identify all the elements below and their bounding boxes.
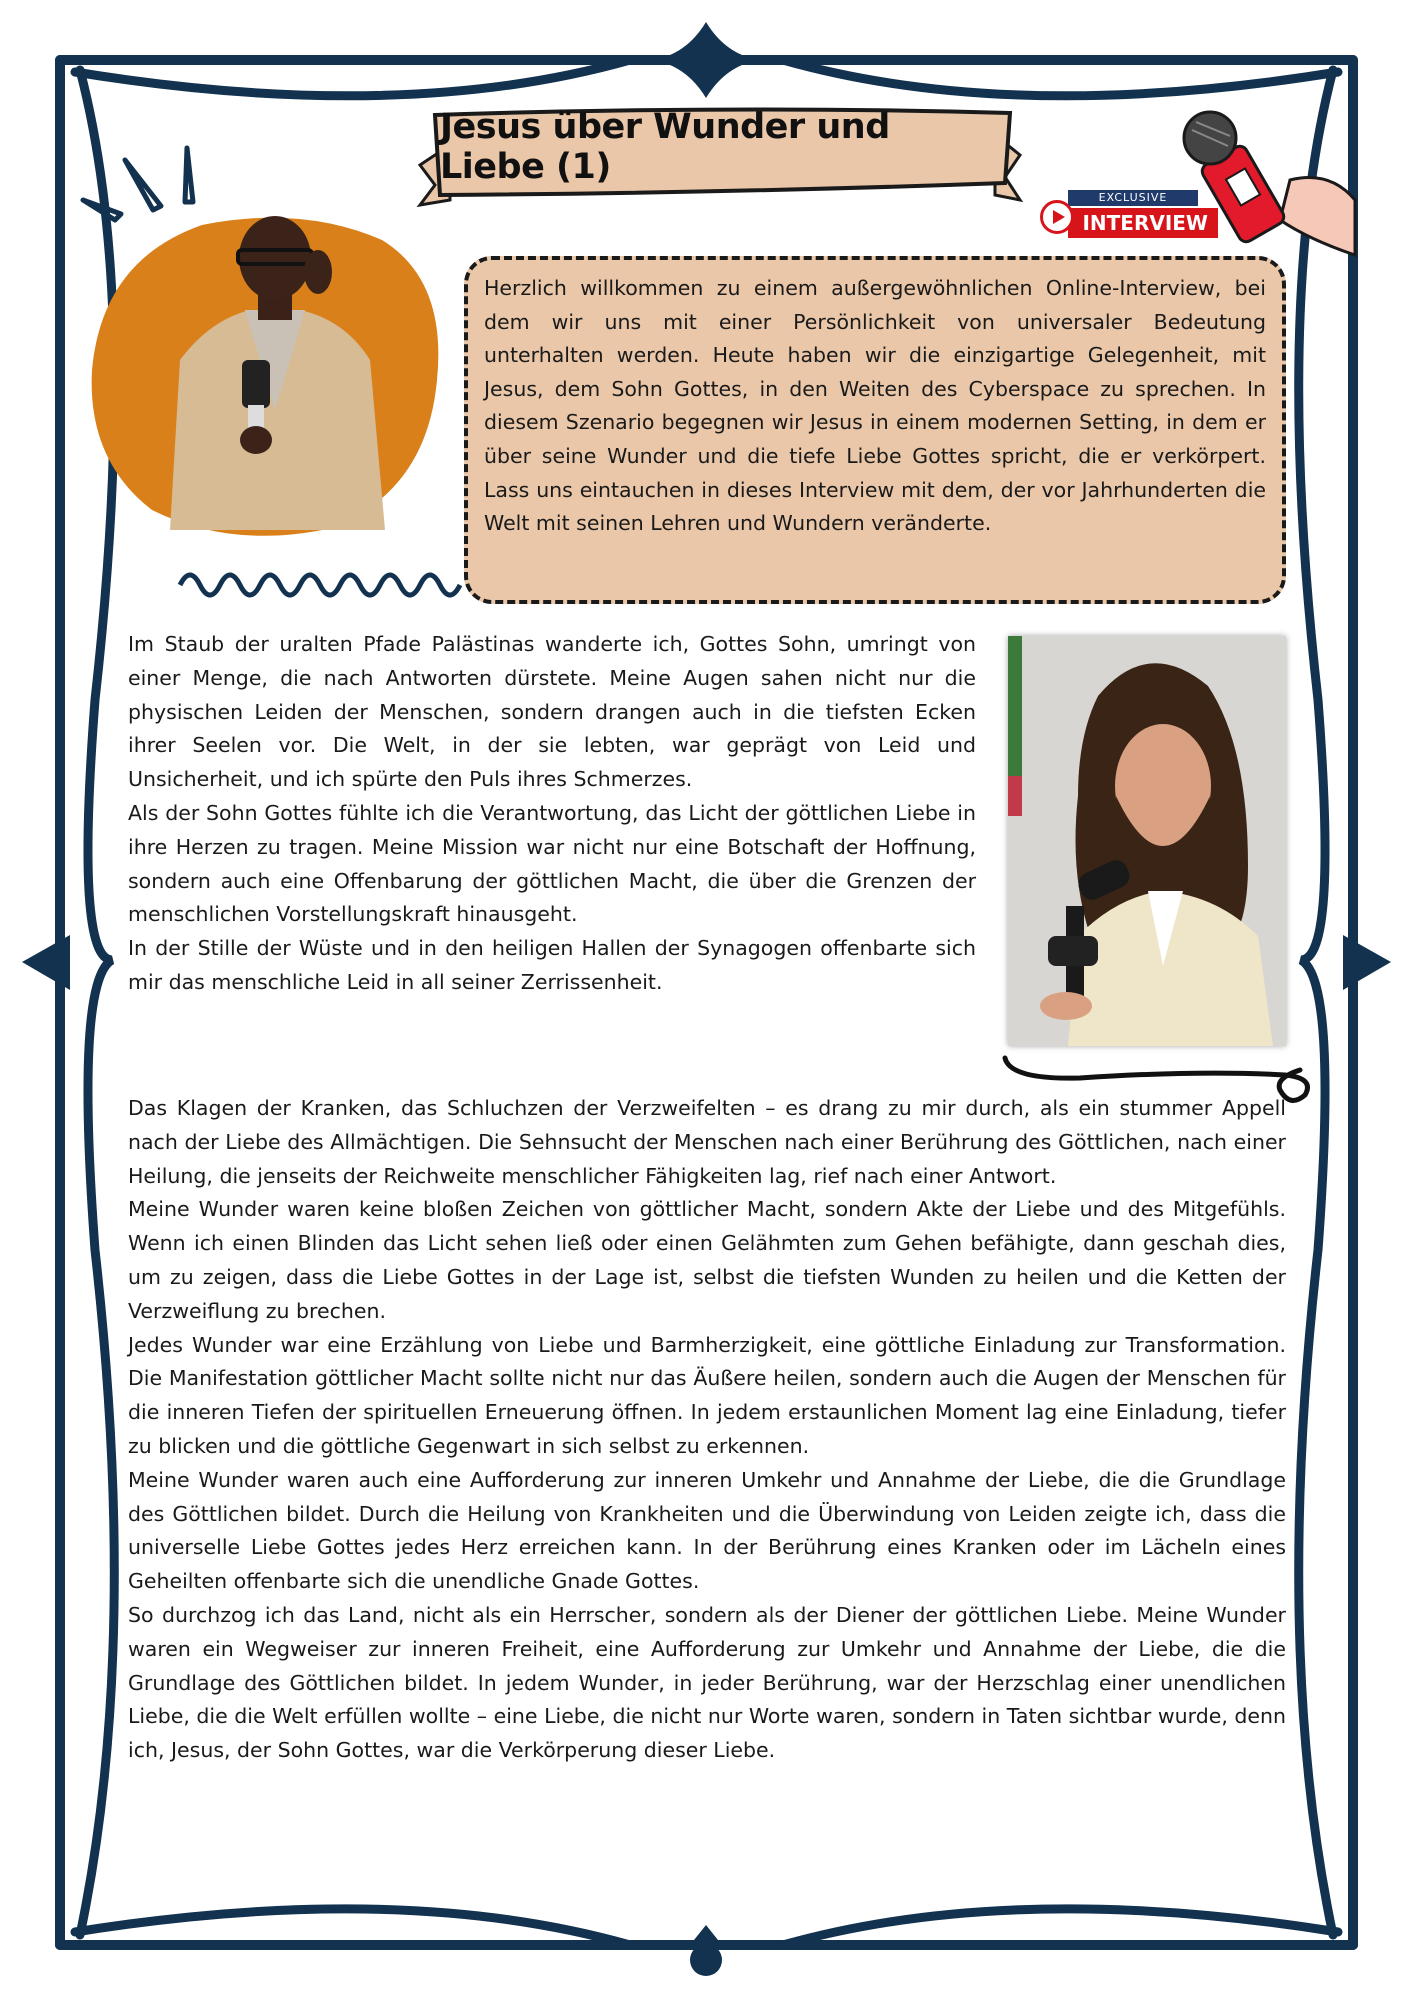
zigzag-icon <box>175 560 465 600</box>
paragraph: Jedes Wunder war eine Erzählung von Liebe und Barmherzigkeit, eine göttliche Einladung zur Transformation. Die Manifestation göttlicher Macht sollte nicht nur das Äußere heilen, sondern auch die Augen der Menschen für die inneren Tiefen der spirituellen Erneuerung öffnen. In jedem erstaunlichen Moment lag eine Einladung, tiefer zu blicken und die göttliche Gegenwart in sich selbst zu erkennen. <box>128 1332 1286 1458</box>
play-icon <box>1040 200 1074 234</box>
intro-box <box>464 256 1286 604</box>
paragraph: Das Klagen der Kranken, das Schluchzen der Verzweifelten – es drang zu mir durch, als ein stummer Appell nach der Liebe des Allmächtigen. Die Sehnsucht der Menschen nach einer Berührung des Göttlichen, nach einer Heilung, die jenseits der Reichweite menschlicher Fähigkeiten lag, rief nach einer Antwort. <box>128 1096 1286 1188</box>
paragraph: So durchzog ich das Land, nicht als ein Herrscher, sondern als der Diener der göttlichen Liebe. Meine Wunder waren ein Wegweiser zur inneren Freiheit, eine Aufforderung zur Umkehr und Annahme der Liebe, die die Grundlage des Göttlichen bildet. In jedem Wunder, in jeder Berührung, war der Herzschlag einer unendlichen Liebe, die die Welt erfüllen wollte – eine Liebe, die nicht nur Worte waren, sondern in Taten sichtbar wurde, denn ich, Jesus, der Sohn Gottes, war die Verkörperung dieser Liebe. <box>128 1602 1286 1763</box>
body-top <box>128 628 976 1000</box>
page-title: Jesus über Wunder und Liebe (1) <box>440 107 890 187</box>
paragraph: Im Staub der uralten Pfade Palästinas wanderte ich, Gottes Sohn, umringt von einer Menge, die nach Antworten dürstete. Meine Augen sahen nicht nur die physischen Leiden der Menschen, sondern drangen auch in die tiefsten Ecken ihrer Seelen vor. Die Welt, in der sie lebten, war geprägt von Leid und Unsicherheit, und ich spürte den Puls ihres Schmerzes. <box>128 632 976 792</box>
paragraph: Meine Wunder waren auch eine Aufforderung zur inneren Umkehr und Annahme der Liebe, die die Grundlage des Göttlichen bildet. Durch die Heilung von Krankheiten und die Überwindung von Leiden zeigte ich, dass die universelle Liebe Gottes jedes Herz erreichen kann. In der Berührung eines Kranken oder im Lächeln eines Geheilten offenbarte sich die unendliche Gnade Gottes. <box>128 1467 1286 1594</box>
body-bottom <box>128 1092 1286 1768</box>
jesus-photo <box>1008 636 1286 1046</box>
paragraph: Meine Wunder waren keine bloßen Zeichen von göttlicher Macht, sondern Akte der Liebe und des Mitgefühls. Wenn ich einen Blinden das Licht sehen ließ oder einen Gelähmten zum Gehen befähigte, dann geschah dies, um zu zeigen, dass die Liebe Gottes in der Lage ist, selbst die tiefsten Wunden zu heilen und die Ketten der Verzweiflung zu brechen. <box>128 1197 1286 1323</box>
paragraph: Als der Sohn Gottes fühlte ich die Verantwortung, das Licht der göttlichen Liebe in ihre Herzen zu tragen. Meine Mission war nicht nur eine Botschaft der Hoffnung, sondern auch eine Offenbarung der göttlichen Macht, die über die Grenzen der menschlichen Vorstellungskraft hinausgeht. <box>128 800 976 927</box>
paragraph: In der Stille der Wüste und in den heiligen Hallen der Synagogen offenbarte sich mir das menschliche Leid in all seiner Zerrissenheit. <box>128 936 976 994</box>
badge-exclusive: EXCLUSIVE <box>1068 190 1198 206</box>
intro-text: Herzlich willkommen zu einem außergewöhnlichen Online-Interview, bei dem wir uns mit einer Persönlichkeit von universaler Bedeutung unterhalten werden. Heute haben wir die einzigartige Gelegenheit, mit Jesus, dem Sohn Gottes, in den Weiten des Cyberspace zu sprechen. In diesem Szenario begegnen wir Jesus in einem modernen Setting, in dem er über seine Wunder und die tiefe Liebe Gottes spricht, die er verkörpert. Lass uns eintauchen in dieses Interview mit dem, der vor Jahrhunderten die Welt mit seinen Lehren und Wundern veränderte. <box>484 276 1266 536</box>
host-photo <box>150 210 400 530</box>
badge-interview: INTERVIEW <box>1068 208 1218 238</box>
